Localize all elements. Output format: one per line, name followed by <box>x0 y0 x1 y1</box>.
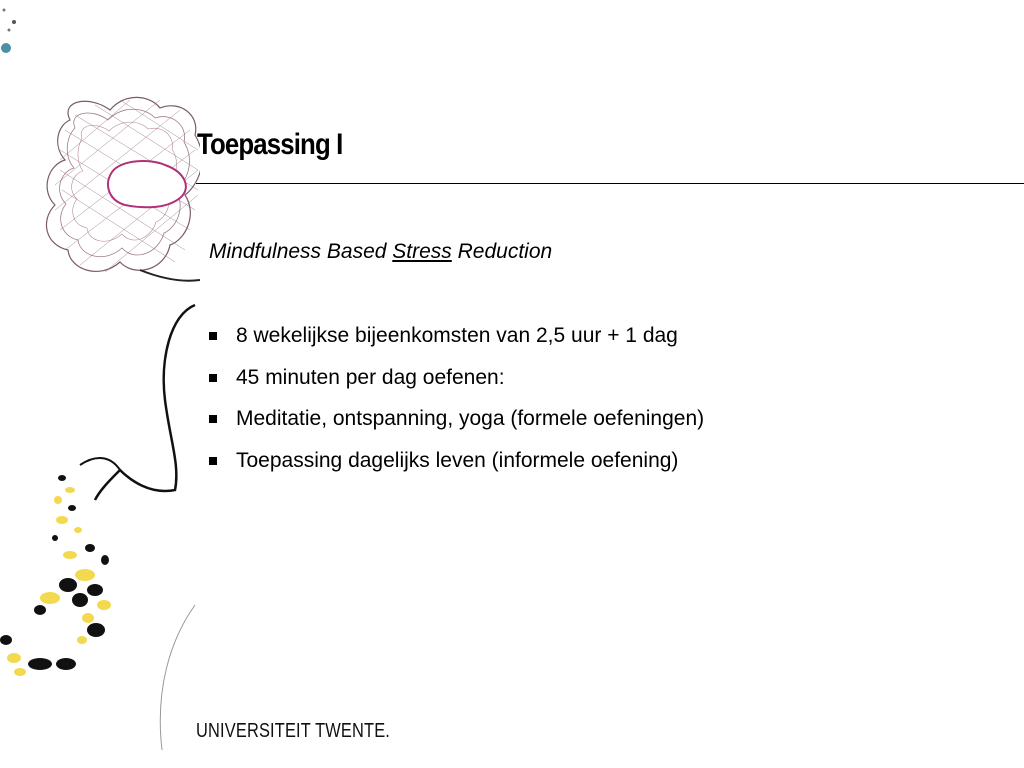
slide-subtitle <box>209 240 552 264</box>
university-logo-text: UNIVERSITEIT TWENTE. <box>196 720 391 742</box>
list-item <box>209 405 704 447</box>
list-item-text: 45 minuten per dag oefenen: <box>236 365 505 389</box>
decor-curve <box>140 270 200 281</box>
decor-dot <box>1 43 11 53</box>
subtitle-part: Reduction <box>451 240 553 263</box>
decor-splotches <box>0 475 111 676</box>
bullet-list <box>209 322 704 488</box>
list-item <box>209 322 704 364</box>
list-item-text: Meditatie, ontspanning, yoga (formele oefeningen) <box>236 407 705 430</box>
decor-dot <box>3 9 6 12</box>
title-divider <box>196 183 1024 184</box>
list-item-text: 8 wekelijkse bijeenkomsten van 2,5 uur + 1 dag <box>236 324 678 347</box>
decor-dot <box>12 20 16 24</box>
subtitle-part: Mindfulness Based <box>209 240 393 263</box>
square-bullet-icon <box>209 457 217 465</box>
list-item <box>209 364 704 406</box>
decor-curve <box>80 458 120 470</box>
list-item-text: Toepassing dagelijks leven (informele oefening) <box>236 448 679 472</box>
decor-curve <box>95 305 195 500</box>
decor-dot <box>8 29 11 32</box>
decor-curve <box>160 605 195 750</box>
square-bullet-icon <box>209 415 217 423</box>
wireframe-blob-graphic <box>46 97 200 272</box>
list-item <box>209 447 704 489</box>
square-bullet-icon <box>209 374 217 382</box>
square-bullet-icon <box>209 332 217 340</box>
decorative-artwork <box>0 0 200 768</box>
subtitle-underlined-word: Stress <box>392 240 452 263</box>
slide-title: Toepassing I <box>197 128 343 161</box>
